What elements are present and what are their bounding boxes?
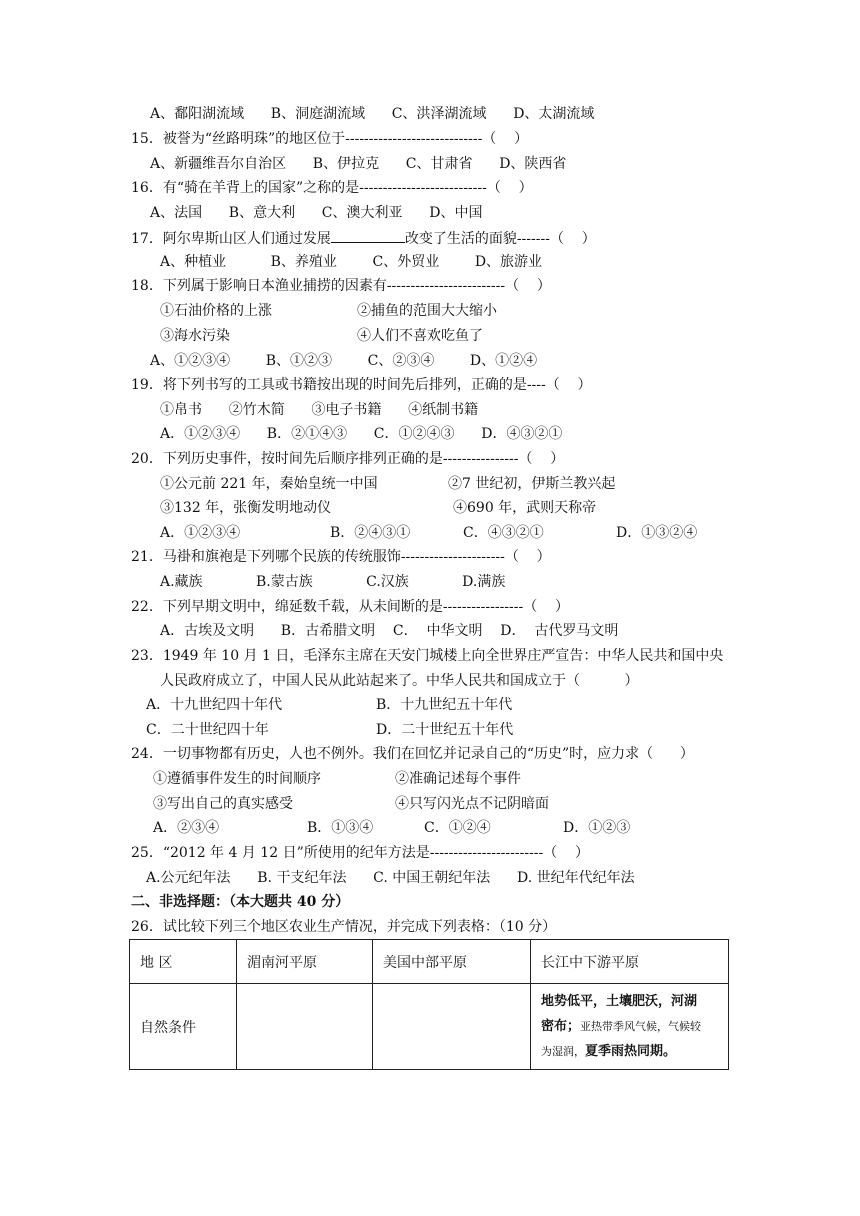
q20-option-a: A．①②③④ (160, 525, 241, 541)
q17-stem (131, 228, 596, 248)
q25-stem: 25．“2012 年 4 月 12 日”所使用的纪年方法是------------------------（ ） (131, 845, 590, 861)
q24-stem: 24．一切事物都有历史，人也不例外。我们在回忆并记录自己的“历史”时，应力求（ ） (131, 746, 694, 762)
q21-options: A.藏族 B.蒙古族 C.汉族 D.满族 (160, 574, 506, 590)
yangtze-natural-conditions-text (541, 989, 718, 1064)
q20-option-d: D．①③②④ (616, 525, 698, 541)
header-yangtze-plain: 长江中下游平原 (531, 940, 729, 984)
cell-us-natural (373, 984, 531, 1070)
q26-stem: 26．试比较下列三个地区农业生产情况，并完成下列表格：（10 分） (131, 919, 557, 935)
q23-stem-line2: 人民政府成立了，中国人民从此站起来了。中华人民共和国成立于（ ） (160, 673, 639, 689)
q24-item-2: ②准确记述每个事件 (395, 771, 521, 787)
q23-option-a: A．十九世纪四十年代 (146, 697, 283, 713)
cell-menam-natural (237, 984, 373, 1070)
q25-options: A.公元纪年法 B. 干支纪年法 C. 中国王朝纪年法 D. 世纪年代纪年法 (146, 870, 635, 886)
table-row-natural-conditions (130, 984, 729, 1070)
q20-option-c: C．④③②① (463, 525, 544, 541)
q16-stem: 16．有“骑在羊背上的国家”之称的是---------------------------（ ） (131, 180, 533, 196)
agriculture-comparison-table (129, 939, 729, 1070)
yangtze-note-line2-small: 亚热带季风气候，气候较 (580, 1020, 702, 1033)
q21-stem: 21．马褂和旗袍是下列哪个民族的传统服饰----------------------（ ） (131, 549, 551, 565)
q18-stem: 18．下列属于影响日本渔业捕捞的因素有-------------------------（ ） (131, 278, 551, 294)
q15-stem: 15．被誉为“丝路明珠”的地区位于-----------------------------（ ） (131, 131, 529, 147)
row-label-natural-conditions: 自然条件 (130, 984, 237, 1070)
q16-options: A、法国 B、意大利 C、澳大利亚 D、中国 (150, 205, 483, 221)
q14-options: A、鄱阳湖流域 B、洞庭湖流域 C、洪泽湖流域 D、太湖流域 (150, 106, 595, 122)
q20-option-b: B．②④③① (330, 525, 411, 541)
q20-item-3: ③132 年，张衡发明地动仪 (160, 500, 332, 516)
header-menam-plain: 湄南河平原 (237, 940, 373, 984)
q24-item-1: ①遵循事件发生的时间顺序 (153, 771, 321, 787)
yangtze-note-line3-em: 夏季雨热同期。 (585, 1044, 677, 1059)
q24-item-4: ④只写闪光点不记阴暗面 (395, 796, 549, 812)
q24-item-3: ③写出自己的真实感受 (153, 796, 293, 812)
q18-item-3: ③海水污染 (160, 328, 230, 344)
yangtze-note-line2 (541, 1014, 718, 1039)
q23-option-d: D．二十世纪五十年代 (376, 722, 514, 738)
yangtze-note-line1: 地势低平，土壤肥沃，河湖 (541, 994, 698, 1009)
q17-options: A、种植业 B、养殖业 C、外贸业 D、旅游业 (160, 254, 543, 270)
header-us-central-plain: 美国中部平原 (373, 940, 531, 984)
q19-stem: 19．将下列书写的工具或书籍按出现的时间先后排列，正确的是----（ ） (131, 377, 592, 393)
q19-options: A．①②③④ B．②①④③ C．①②④③ D．④③②① (160, 426, 563, 442)
q20-stem: 20．下列历史事件，按时间先后顺序排列正确的是----------------（ ） (131, 451, 565, 467)
section-2-heading: 二、非选择题：（本大题共 40 分） (131, 894, 350, 910)
q18-item-2: ②捕鱼的范围大大缩小 (357, 303, 497, 319)
q24-option-d: D．①②③ (563, 820, 631, 836)
q18-item-1: ①石油价格的上涨 (160, 303, 272, 319)
q24-option-c: C．①②④ (424, 820, 491, 836)
q23-option-c: C．二十世纪四十年 (146, 722, 269, 738)
q23-option-b: B．十九世纪五十年代 (376, 697, 513, 713)
q24-option-b: B．①③④ (307, 820, 374, 836)
q20-item-1: ①公元前 221 年，秦始皇统一中国 (160, 476, 378, 492)
q20-item-4: ④690 年，武则天称帝 (453, 500, 597, 516)
q24-option-a: A．②③④ (153, 820, 220, 836)
table-header-row (130, 940, 729, 984)
q17-blank (331, 228, 405, 243)
q17-stem-post: 改变了生活的面貌-------（ ） (404, 231, 596, 247)
q17-stem-pre: 17．阿尔卑斯山区人们通过发展 (131, 231, 331, 247)
q23-stem-line1: 23．1949 年 10 月 1 日，毛泽东主席在天安门城楼上向全世界庄严宣告：中华人民共和国中央 (131, 648, 724, 664)
yangtze-note-line2-em: 密布； (541, 1019, 581, 1034)
q15-options: A、新疆维吾尔自治区 B、伊拉克 C、甘肃省 D、陕西省 (150, 156, 567, 172)
q22-stem: 22．下列早期文明中，绵延数千载，从未间断的是-----------------（ ） (131, 599, 570, 615)
header-region: 地 区 (130, 940, 237, 984)
q18-options: A、①②③④ B、①②③ C、②③④ D、①②④ (150, 353, 538, 369)
q19-items: ①帛书 ②竹木简 ③电子书籍 ④纸制书籍 (160, 402, 479, 418)
q20-item-2: ②7 世纪初，伊斯兰教兴起 (448, 476, 616, 492)
yangtze-note-line3-small: 为湿润， (541, 1045, 585, 1058)
q18-item-4: ④人们不喜欢吃鱼了 (357, 328, 483, 344)
q22-options: A．古埃及文明 B．古希腊文明 C． 中华文明 D． 古代罗马文明 (160, 623, 619, 639)
yangtze-note-line3 (541, 1039, 718, 1064)
cell-yangtze-natural (531, 984, 729, 1070)
